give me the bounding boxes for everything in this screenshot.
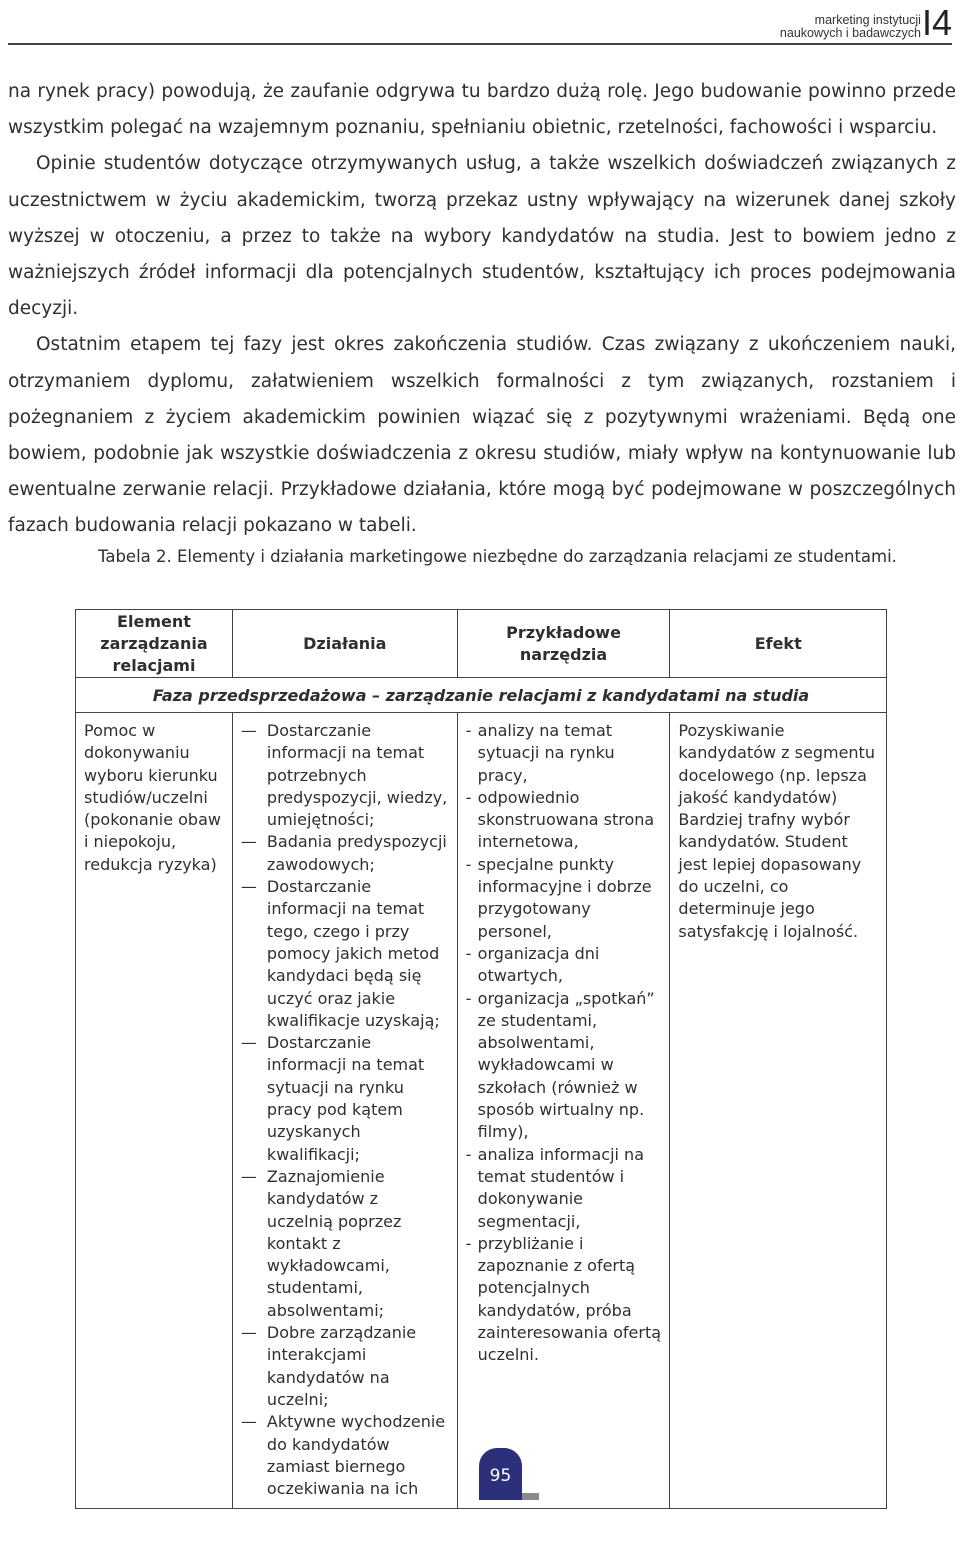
header-line-1: marketing instytucji [814,13,921,27]
header-element: Element zarządzania relacjami [76,610,233,678]
header-title [780,14,921,40]
header-section-number: I4 [921,2,952,43]
header-divider [8,43,952,45]
list-item: — Dobre zarządzanie interakcjami kandydatów na uczelni; [267,1322,449,1411]
actions-cell [232,713,457,1509]
table-caption: Tabela 2. Elementy i działania marketingowe niezbędne do zarządzania relacjami ze studentami. [98,547,897,566]
table-row [76,713,887,1509]
list-item: - specjalne punkty informacyjne i dobrze przygotowany personel, [478,854,662,943]
list-item: — Aktywne wychodzenie do kandydatów zamiast biernego oczekiwania na ich [267,1411,449,1500]
list-item: - organizacja dni otwartych, [478,943,662,988]
page-number-tab-base [479,1493,522,1500]
list-item: — Zaznajomienie kandydatów z uczelnią poprzez kontakt z wykładowcami, studentami, absolwentami; [267,1166,449,1322]
list-item: — Dostarczanie informacji na temat tego, czego i przy pomocy jakich metod kandydaci będą się uczyć oraz jakie kwalifikacje uzyskają; [267,876,449,1032]
marketing-table [75,609,887,1509]
list-item: — Dostarczanie informacji na temat potrzebnych predyspozycji, wiedzy, umiejętności; [267,720,449,831]
list-item: - odpowiednio skonstruowana strona internetowa, [478,787,662,854]
body-text [8,74,956,545]
list-item: — Dostarczanie informacji na temat sytuacji na rynku pracy pod kątem uzyskanych kwalifikacji; [267,1032,449,1166]
paragraph-1: na rynek pracy) powodują, że zaufanie odgrywa tu bardzo dużą rolę. Jego budowanie powinno przede wszystkim polegać na wzajemnym poznaniu, spełnianiu obietnic, rzetelności, fachowości i wsparciu. [8,81,956,139]
list-item: - organizacja „spotkań” ze studentami, absolwentami, wykładowcami w szkołach (również w sposób wirtualny np. filmy), [478,988,662,1144]
effect-cell: Pozyskiwanie kandydatów z segmentu docelowego (np. lepsza jakość kandydatów) Bardziej trafny wybór kandydatów. Student jest lepiej dopasowany do uczelni, co determinuje jego satysfakcję i lojalność. [670,713,887,1509]
page-number: 95 [489,1466,512,1486]
table-header-row [76,610,887,678]
paragraph-3: Ostatnim etapem tej fazy jest okres zakończenia studiów. Czas związany z ukończeniem nauki, otrzymaniem dyplomu, załatwieniem wszelkich formalności z tym związanych, rozstaniem i pożegnaniem z życiem akademickim powinien wiązać się z pozytywnymi wrażeniami. Będą one bowiem, podobnie jak wszystkie doświadczenia z okresu studiów, miały wpływ na kontynuowanie lub ewentualne zerwanie relacji. Przykładowe działania, które mogą być podejmowane w poszczególnych fazach budowania relacji pokazano w tabeli. [8,334,956,537]
header-line-2: naukowych i badawczych [779,26,921,40]
tools-cell [457,713,670,1509]
list-item: - przybliżanie i zapoznanie z ofertą potencjalnych kandydatów, próba zainteresowania ofertą uczelni. [478,1233,662,1367]
tools-list [466,720,662,1367]
phase-row [76,678,887,713]
actions-list [241,720,449,1500]
list-item: - analiza informacji na temat studentów i dokonywanie segmentacji, [478,1144,662,1233]
running-header [779,2,952,43]
element-cell: Pomoc w dokonywaniu wyboru kierunku studiów/uczelni (pokonanie obaw i niepokoju, redukcja ryzyka) [76,713,233,1509]
list-item: — Badania predyspozycji zawodowych; [267,831,449,876]
header-actions: Działania [232,610,457,678]
header-effect: Efekt [670,610,887,678]
list-item: - analizy na temat sytuacji na rynku pracy, [478,720,662,787]
paragraph-2: Opinie studentów dotyczące otrzymywanych usług, a także wszelkich doświadczeń związanych z uczestnictwem w życiu akademickim, tworzą przekaz ustny wpływający na wizerunek danej szkoły wyższej w otoczeniu, a przez to także na wybory kandydatów na studia. Jest to bowiem jedno z ważniejszych źródeł informacji dla potencjalnych studentów, kształtujący ich proces podejmowania decyzji. [8,153,956,320]
header-tools: Przykładowe narzędzia [457,610,670,678]
phase-title: Faza przedsprzedażowa – zarządzanie relacjami z kandydatami na studia [76,678,887,713]
